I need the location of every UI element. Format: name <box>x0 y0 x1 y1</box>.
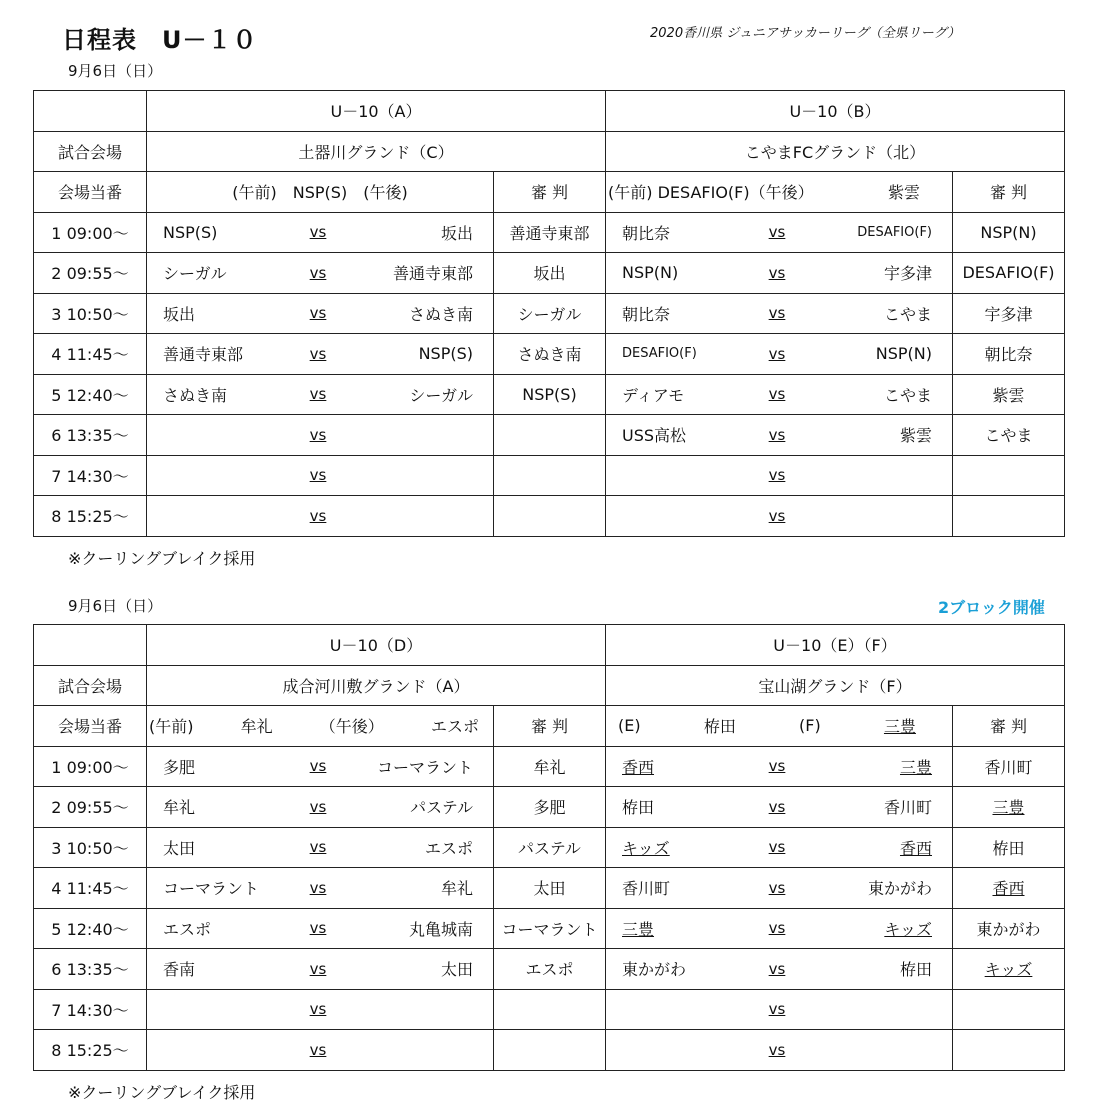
right-duty-e: 栫田 <box>703 717 736 737</box>
vs-label: vs <box>309 385 327 404</box>
vs-label: vs <box>309 838 327 857</box>
duty-label: 会場当番 <box>34 706 147 747</box>
left-match <box>147 293 494 334</box>
vs-label: vs <box>309 344 327 363</box>
match-row <box>34 212 1065 253</box>
right-duty-f: 三豊 <box>883 717 916 737</box>
left-referee: さぬき南 <box>494 334 606 375</box>
vs-label: vs <box>768 304 786 323</box>
duty-row <box>34 172 1065 213</box>
time-slot: 1 09:00～ <box>34 746 147 787</box>
left-match <box>147 415 494 456</box>
match-row <box>34 746 1065 787</box>
left-match <box>147 455 494 496</box>
left-away-team: 坂出 <box>440 223 473 243</box>
group-header-row <box>34 625 1065 666</box>
right-match <box>606 253 953 294</box>
left-duty-am: 牟礼 <box>240 717 273 737</box>
time-slot: 7 14:30～ <box>34 455 147 496</box>
left-group-name: U－10（D） <box>147 625 606 666</box>
right-match <box>606 212 953 253</box>
venue-label: 試合会場 <box>34 665 147 706</box>
vs-label: vs <box>768 385 786 404</box>
time-slot: 5 12:40～ <box>34 374 147 415</box>
right-referee: 朝比奈 <box>953 334 1065 375</box>
vs-label: vs <box>768 757 786 776</box>
right-match <box>606 293 953 334</box>
match-row <box>34 496 1065 537</box>
right-home-team: 朝比奈 <box>622 223 671 243</box>
right-match <box>606 374 953 415</box>
right-match <box>606 827 953 868</box>
right-home-team: ディアモ <box>622 385 685 405</box>
left-away-team: シーガル <box>409 385 473 405</box>
time-slot: 2 09:55～ <box>34 787 147 828</box>
left-referee: NSP(S) <box>494 374 606 415</box>
schedule-table-1 <box>33 90 1065 537</box>
time-slot: 3 10:50～ <box>34 293 147 334</box>
left-match <box>147 334 494 375</box>
right-away-team: 三豊 <box>899 757 932 777</box>
right-referee: キッズ <box>953 949 1065 990</box>
vs-label: vs <box>309 223 327 242</box>
right-match <box>606 746 953 787</box>
match-row <box>34 827 1065 868</box>
right-referee-label: 審 判 <box>953 172 1065 213</box>
left-home-team: 多肥 <box>163 757 196 777</box>
vs-label: vs <box>309 878 327 897</box>
match-row <box>34 989 1065 1030</box>
right-referee-label: 審 判 <box>953 706 1065 747</box>
right-duty-pm: 紫雲 <box>887 183 920 203</box>
left-referee <box>494 415 606 456</box>
right-home-team: USS高松 <box>622 426 687 446</box>
match-row <box>34 253 1065 294</box>
left-match <box>147 374 494 415</box>
time-slot: 6 13:35～ <box>34 949 147 990</box>
vs-label: vs <box>309 506 327 525</box>
vs-label: vs <box>309 919 327 938</box>
right-referee: DESAFIO(F) <box>953 253 1065 294</box>
right-referee <box>953 496 1065 537</box>
left-away-team: 善通寺東部 <box>392 264 473 284</box>
left-away-team: 牟礼 <box>440 879 473 899</box>
left-duty-pm: エスポ <box>430 717 479 737</box>
left-referee: 善通寺東部 <box>494 212 606 253</box>
left-match <box>147 253 494 294</box>
right-home-team: 香川町 <box>622 879 671 899</box>
vs-label: vs <box>309 797 327 816</box>
left-match <box>147 787 494 828</box>
time-slot: 3 10:50～ <box>34 827 147 868</box>
match-row <box>34 787 1065 828</box>
right-away-team: 香川町 <box>883 798 932 818</box>
vs-label: vs <box>309 263 327 282</box>
left-referee <box>494 496 606 537</box>
vs-label: vs <box>768 838 786 857</box>
vs-label: vs <box>768 425 786 444</box>
match-row <box>34 415 1065 456</box>
time-slot: 4 11:45～ <box>34 334 147 375</box>
vs-label: vs <box>768 344 786 363</box>
left-home-team: 善通寺東部 <box>163 345 244 365</box>
left-away-team: コーマラント <box>376 757 473 777</box>
left-match <box>147 908 494 949</box>
right-away-team: 紫雲 <box>899 426 932 446</box>
left-referee: 坂出 <box>494 253 606 294</box>
vs-label: vs <box>768 1040 786 1059</box>
left-duty: (午前) NSP(S) (午後) <box>147 172 494 213</box>
time-slot: 1 09:00～ <box>34 212 147 253</box>
left-home-team: NSP(S) <box>163 222 218 242</box>
left-referee: 太田 <box>494 868 606 909</box>
league-subtitle: 2020香川県 ジュニアサッカーリーグ（全県リーグ） <box>650 26 961 41</box>
corner-cell <box>34 91 147 132</box>
left-match <box>147 1030 494 1071</box>
right-referee: 三豊 <box>953 787 1065 828</box>
right-away-team: 栫田 <box>899 960 932 980</box>
left-away-team: パステル <box>410 798 473 818</box>
right-match <box>606 334 953 375</box>
match-row <box>34 455 1065 496</box>
right-referee <box>953 989 1065 1030</box>
right-venue: こやまFCグランド（北） <box>606 131 1065 172</box>
right-duty-e-label: (E) <box>618 716 641 736</box>
left-home-team: 牟礼 <box>163 798 196 818</box>
right-match <box>606 415 953 456</box>
left-match <box>147 827 494 868</box>
vs-label: vs <box>768 1000 786 1019</box>
left-referee: シーガル <box>494 293 606 334</box>
right-referee: こやま <box>953 415 1065 456</box>
right-away-team: こやま <box>883 385 932 405</box>
right-match <box>606 496 953 537</box>
left-referee <box>494 1030 606 1071</box>
venue-label: 試合会場 <box>34 131 147 172</box>
vs-label: vs <box>309 959 327 978</box>
right-match <box>606 908 953 949</box>
left-away-team: エスポ <box>424 838 473 858</box>
left-away-team: 太田 <box>440 960 473 980</box>
corner-cell <box>34 625 147 666</box>
two-blocks-note: 2ブロック開催 <box>938 598 1045 617</box>
section2-date: 9月6日（日） <box>68 597 163 615</box>
left-venue: 成合河川敷グランド（A） <box>147 665 606 706</box>
left-match <box>147 868 494 909</box>
vs-label: vs <box>768 878 786 897</box>
right-duty <box>606 172 953 213</box>
vs-label: vs <box>768 223 786 242</box>
vs-label: vs <box>309 304 327 323</box>
time-slot: 2 09:55～ <box>34 253 147 294</box>
right-referee: NSP(N) <box>953 212 1065 253</box>
right-away-team: こやま <box>883 304 932 324</box>
right-match <box>606 949 953 990</box>
cooling-break-note-2: ※クーリングブレイク採用 <box>68 1083 256 1102</box>
left-match <box>147 496 494 537</box>
vs-label: vs <box>309 1040 327 1059</box>
right-away-team: 宇多津 <box>883 264 932 284</box>
right-home-team: キッズ <box>622 838 670 858</box>
page-title: 日程表 U－１０ <box>62 26 258 54</box>
left-duty-am-label: (午前) <box>149 717 194 737</box>
right-referee: 東かがわ <box>953 908 1065 949</box>
section1-date: 9月6日（日） <box>68 62 163 80</box>
right-venue: 宝山湖グランド（F） <box>606 665 1065 706</box>
right-match <box>606 787 953 828</box>
vs-label: vs <box>309 757 327 776</box>
right-home-team: DESAFIO(F) <box>622 346 697 362</box>
time-slot: 4 11:45～ <box>34 868 147 909</box>
right-referee: 宇多津 <box>953 293 1065 334</box>
left-match <box>147 746 494 787</box>
left-referee-label: 審 判 <box>494 172 606 213</box>
right-referee <box>953 455 1065 496</box>
time-slot: 6 13:35～ <box>34 415 147 456</box>
group-header-row <box>34 91 1065 132</box>
left-away-team: NSP(S) <box>418 344 473 364</box>
match-row <box>34 908 1065 949</box>
left-referee <box>494 455 606 496</box>
venue-row <box>34 665 1065 706</box>
left-home-team: 香南 <box>163 960 196 980</box>
left-duty <box>147 706 494 747</box>
right-duty-am: (午前) DESAFIO(F)（午後） <box>608 183 814 203</box>
left-home-team: 太田 <box>163 838 196 858</box>
right-match <box>606 989 953 1030</box>
right-match <box>606 868 953 909</box>
left-home-team: エスポ <box>163 919 212 939</box>
vs-label: vs <box>768 506 786 525</box>
left-referee <box>494 989 606 1030</box>
right-duty <box>606 706 953 747</box>
schedule-table-2 <box>33 624 1065 1071</box>
right-referee: 香川町 <box>953 746 1065 787</box>
duty-row <box>34 706 1065 747</box>
left-match <box>147 949 494 990</box>
match-row <box>34 949 1065 990</box>
vs-label: vs <box>768 959 786 978</box>
right-referee: 紫雲 <box>953 374 1065 415</box>
right-referee <box>953 1030 1065 1071</box>
match-row <box>34 293 1065 334</box>
vs-label: vs <box>309 1000 327 1019</box>
vs-label: vs <box>768 919 786 938</box>
left-home-team: シーガル <box>163 264 227 284</box>
vs-label: vs <box>309 425 327 444</box>
left-away-team: 丸亀城南 <box>408 919 473 939</box>
right-match <box>606 455 953 496</box>
right-away-team: NSP(N) <box>875 344 932 364</box>
match-row <box>34 1030 1065 1071</box>
right-referee: 香西 <box>953 868 1065 909</box>
right-home-team: 東かがわ <box>622 960 687 980</box>
left-referee: エスポ <box>494 949 606 990</box>
left-match <box>147 989 494 1030</box>
right-away-team: 東かがわ <box>867 879 932 899</box>
match-row <box>34 334 1065 375</box>
right-home-team: 栫田 <box>622 798 655 818</box>
venue-row <box>34 131 1065 172</box>
vs-label: vs <box>768 797 786 816</box>
right-home-team: NSP(N) <box>622 263 679 283</box>
left-referee: 多肥 <box>494 787 606 828</box>
vs-label: vs <box>309 466 327 485</box>
left-home-team: 坂出 <box>163 304 196 324</box>
right-duty-f-label: (F) <box>799 716 821 736</box>
right-home-team: 三豊 <box>622 919 655 939</box>
left-referee: 牟礼 <box>494 746 606 787</box>
right-group-name: U－10（B） <box>606 91 1065 132</box>
cooling-break-note-1: ※クーリングブレイク採用 <box>68 549 256 568</box>
right-referee: 栫田 <box>953 827 1065 868</box>
left-venue: 土器川グランド（C） <box>147 131 606 172</box>
right-match <box>606 1030 953 1071</box>
match-row <box>34 374 1065 415</box>
left-away-team: さぬき南 <box>408 304 473 324</box>
right-home-team: 朝比奈 <box>622 304 671 324</box>
left-duty-pm-label: （午後） <box>319 717 384 737</box>
duty-label: 会場当番 <box>34 172 147 213</box>
left-referee: パステル <box>494 827 606 868</box>
right-away-team: DESAFIO(F) <box>857 224 932 240</box>
left-match <box>147 212 494 253</box>
vs-label: vs <box>768 263 786 282</box>
right-home-team: 香西 <box>622 757 655 777</box>
left-home-team: さぬき南 <box>163 385 228 405</box>
time-slot: 8 15:25～ <box>34 1030 147 1071</box>
match-row <box>34 868 1065 909</box>
time-slot: 5 12:40～ <box>34 908 147 949</box>
left-referee: コーマラント <box>494 908 606 949</box>
left-home-team: コーマラント <box>163 879 260 899</box>
time-slot: 8 15:25～ <box>34 496 147 537</box>
right-away-team: 香西 <box>899 838 932 858</box>
left-referee-label: 審 判 <box>494 706 606 747</box>
time-slot: 7 14:30～ <box>34 989 147 1030</box>
right-group-name: U－10（E）（F） <box>606 625 1065 666</box>
vs-label: vs <box>768 466 786 485</box>
right-away-team: キッズ <box>884 919 932 939</box>
left-group-name: U－10（A） <box>147 91 606 132</box>
